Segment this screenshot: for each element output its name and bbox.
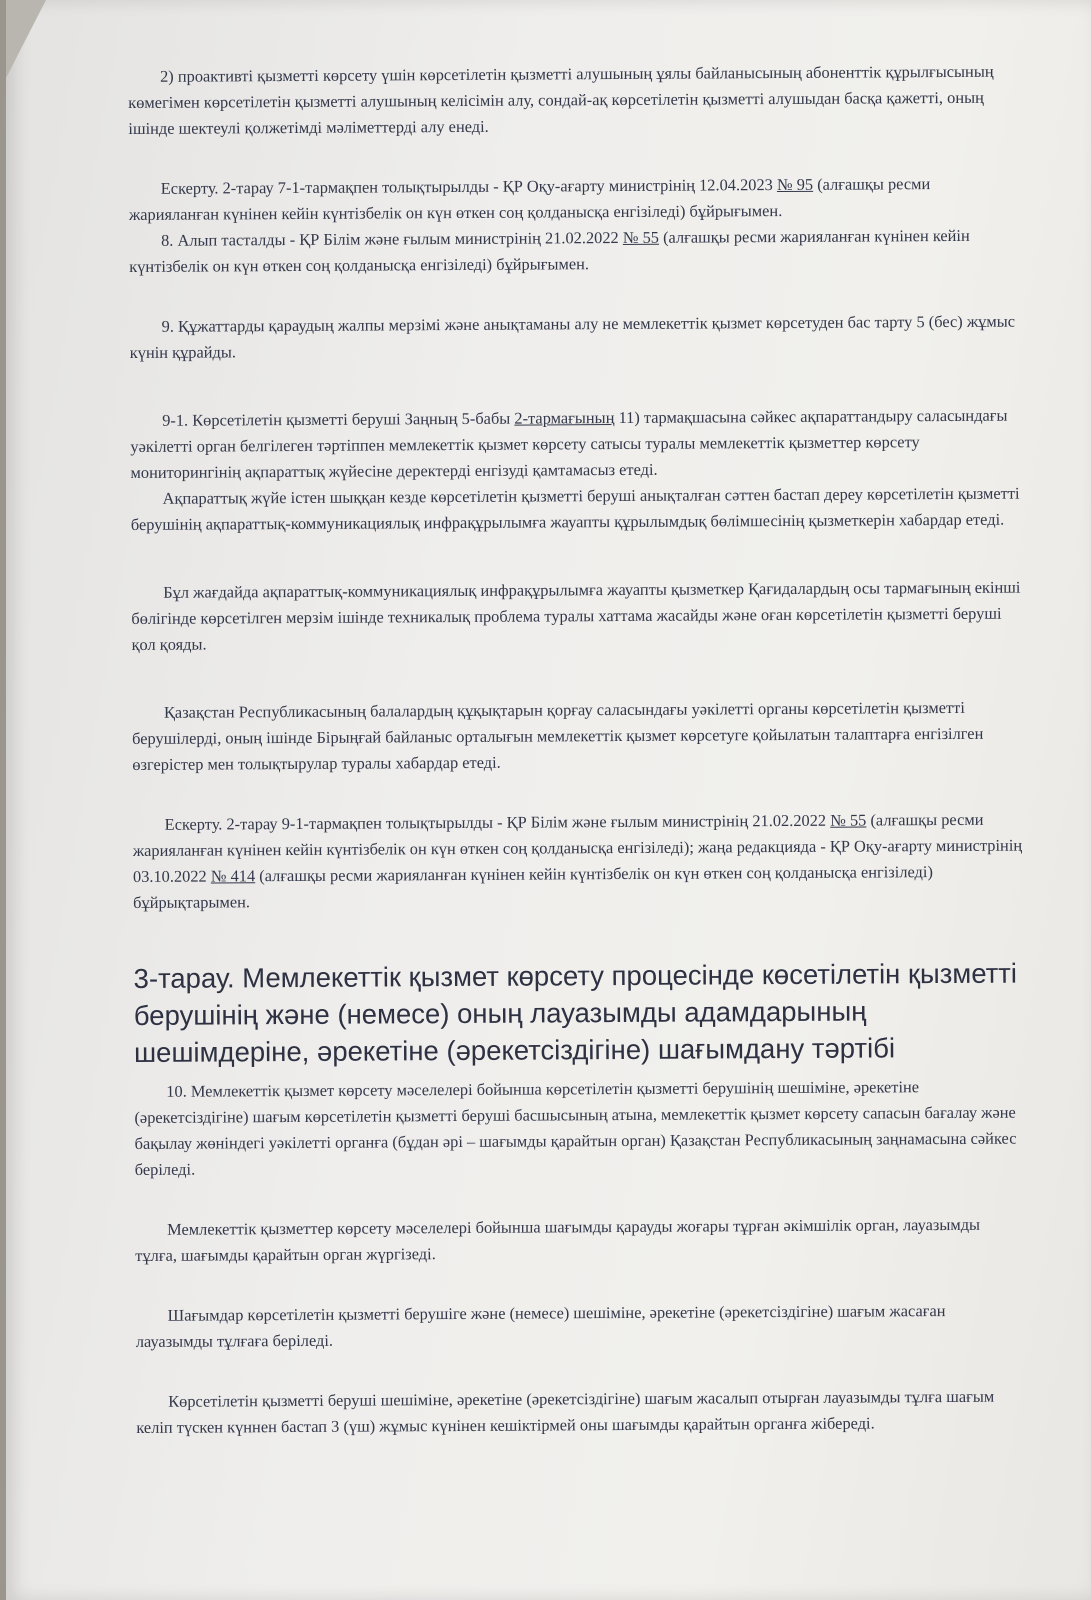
law-article-link[interactable]: 2-тармағының	[514, 408, 615, 428]
folded-corner	[6, 0, 46, 78]
paragraph-item-9: 9. Құжаттарды қараудың жалпы мерзімі және анықтаманы алу не мемлекеттік қызмет көрсетуден бас тарту 5 (бес) жұмыс күнін құрайды.	[129, 311, 1016, 362]
paragraph-item-2: 2) проактивті қызметті көрсету үшін көрсетілетін қызметті алушының ұялы байланысының абоненттік құрылғысының көмегімен көрсетілетін қызметті алушының келісімін алу, сондай-ақ көрсетілетін қызметті алушыдан басқа қажетті, оның ішінде шектеулі қолжетімді мәліметтерді алу енеді.	[128, 61, 994, 138]
order-link-55-second[interactable]: № 55	[830, 810, 867, 830]
paragraph-complaint-forwarding: Көрсетілетін қызметті беруші шешіміне, әрекетіне (әрекетсіздігіне) шағым жасалып отырған лауазымды тұлға шағым келіп түскен күннен бастап 3 (үш) жұмыс күнінен кешіктірмей оны шағымды қарайтын органға жібереді.	[136, 1386, 995, 1437]
chapter-3-title: 3-тарау. Мемлекеттік қызмет көрсету процесінде көсетілетін қызметті берушінің және (немесе) оның лауазымды адамдарының шешімдеріне, әрекетіне (әрекетсіздігіне) шағымдану тәртібі	[133, 957, 1018, 1068]
paragraph-item-10: 10. Мемлекеттік қызмет көрсету мәселелері бойынша көрсетілетін қызметті берушінің шешіміне, әрекетіне (әрекетсіздігіне) шағым көрсетілетін қызметті беруші басшысының атына, мемлекеттік қызмет көрсету сапасын бағалау және бақылау жөніндегі уәкілетті органға (бұдан әрі – шағымды қарайтын орган) Қазақстан Республикасының заңнамасына сәйкес беріледі.	[134, 1077, 1017, 1179]
paragraph-complaint-review: Мемлекеттік қызметтер көрсету мәселелері бойынша шағымды қарауды жоғары тұрған әкімшілік орган, лауазымды тұлға, шағымды қарайтын орган жүргізеді.	[135, 1214, 981, 1265]
paragraph-item-8: 8. Алып тасталды - ҚР Білім және ғылым министрінің 21.02.2022 № 55 (алғашқы ресми жарияланған күнінен кейін күнтізбелік он күн өткен соң қолданысқа енгізіледі) бұйрығымен.	[129, 225, 970, 276]
paragraph-complaint-submission: Шағымдар көрсетілетін қызметті берушіге және (немесе) шешіміне, әрекетіне (әрекетсіздігіне) шағым жасаған лауазымды тұлғаға беріледі.	[135, 1301, 946, 1351]
document-body	[128, 59, 1026, 1441]
paragraph-authorized-body: Қазақстан Республикасының балалардың құқықтарын қорғау саласындағы уәкілетті органы көрсетілетін қызметті берушілерді, оның ішінде Бірыңғай байланыс орталығын мемлекеттік қызмет көрсетуге қойылатын талаптарға енгізілген өзгерістер мен толықтырулар туралы хабардар етеді.	[132, 697, 984, 774]
note-item-9-1: Ескерту. 2-тарау 9-1-тармақпен толықтырылды - ҚР Білім және ғылым министрінің 21.02.2022 № 55 (алғашқы ресми жарияланған күнінен кейін күнтізбелік он күн өткен соң қолданысқа енгізіледі); жаңа редакцияда - ҚР Оқу-ағарту министрінің 03.10.2022 № 414 (алғашқы ресми жарияланған күнінен кейін күнтізбелік он күн өткен соң қолданысқа енгізіледі) бұйрықтарымен.	[132, 809, 1023, 912]
document-page	[6, 0, 1091, 1600]
note-item-7-1: Ескерту. 2-тарау 7-1-тармақпен толықтырылды - ҚР Оқу-ағарту министрінің 12.04.2023 № 95 (алғашқы ресми жарияланған күнінен кейін күнтізбелік он күн өткен соң қолданысқа енгізіледі) бұйрығымен.	[128, 174, 931, 224]
order-link-414[interactable]: № 414	[210, 866, 256, 886]
paragraph-info-system-failure: Ақпараттық жүйе істен шыққан кезде көрсетілетін қызметті беруші анықталған сәттен бастап дереу көрсетілетін қызметті берушінің ақпараттық-коммуникациялық инфрақұрылымға жауапты құрылымдық бөлімшесінің қызметкерін хабардар етеді.	[130, 483, 1020, 534]
paragraph-technical-protocol: Бұл жағдайда ақпараттық-коммуникациялық инфрақұрылымға жауапты қызметкер Қағидалардың осы тармағының екінші бөлігінде көрсетілген мерзім ішінде техникалық проблема туралы хаттама жасайды және оған көрсетілетін қызметті беруші қол қояды.	[131, 577, 1021, 654]
paragraph-item-9-1: 9-1. Көрсетілетін қызметті беруші Заңның 5-бабы 2-тармағының 11) тармақшасына сәйкес ақпараттандыру саласындағы уәкілетті орган белгілеген тәртіппен мемлекеттік қызмет көрсету сатысы туралы мемлекеттік қызметтер көрсету мониторингінің ақпараттық жүйесіне деректерді енгізуді қамтамасыз етеді.	[130, 405, 1008, 482]
order-link-55[interactable]: № 55	[622, 227, 660, 247]
order-link-95[interactable]: № 95	[776, 174, 814, 195]
